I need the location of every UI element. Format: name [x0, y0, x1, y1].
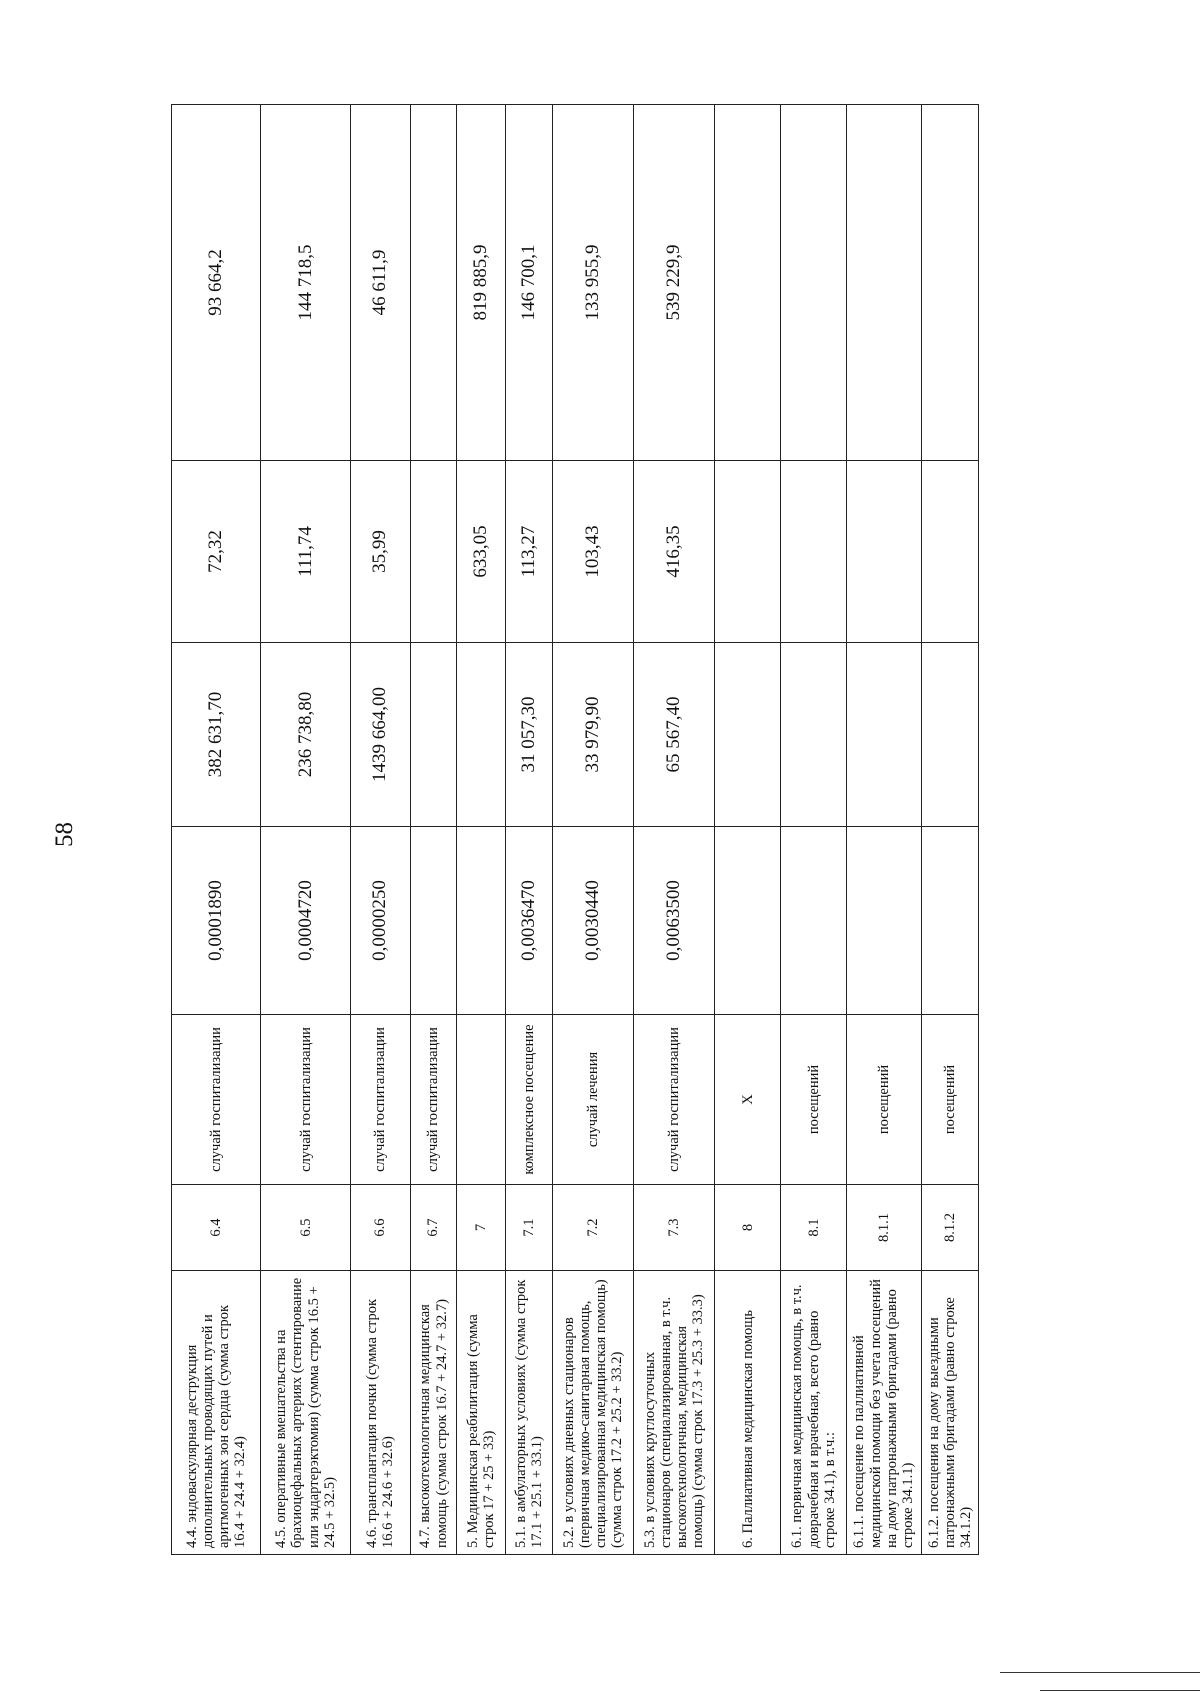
table-row — [410, 105, 457, 1555]
row-per-capita — [847, 461, 921, 643]
row-norm — [410, 827, 457, 1015]
row-unit: комплексное посещение — [506, 1015, 553, 1185]
row-name: 4.4. эндоваскулярная деструкция дополнительных проводящих путей и аритмогенных зон сердца (сумма строк 16.4 + 24.4 + 32.4) — [172, 1271, 261, 1555]
row-code: 6.5 — [261, 1185, 350, 1271]
row-per-capita: 416,35 — [634, 461, 715, 643]
row-cost — [921, 643, 978, 827]
row-code: 8.1 — [781, 1185, 847, 1271]
table-row — [261, 105, 350, 1555]
row-unit: посещений — [921, 1015, 978, 1185]
row-name: 4.7. высокотехнологичная медицинская помощь (сумма строк 16.7 + 24.7 + 32.7) — [410, 1271, 457, 1555]
row-per-capita — [781, 461, 847, 643]
row-total — [921, 105, 978, 461]
table-row — [921, 105, 978, 1555]
row-total: 144 718,5 — [261, 105, 350, 461]
row-unit: посещений — [847, 1015, 921, 1185]
row-unit: случай госпитализации — [261, 1015, 350, 1185]
row-per-capita: 103,43 — [553, 461, 634, 643]
row-per-capita: 111,74 — [261, 461, 350, 643]
row-norm: 0,0030440 — [553, 827, 634, 1015]
table-row — [553, 105, 634, 1555]
table-row — [715, 105, 781, 1555]
row-cost — [847, 643, 921, 827]
row-total: 46 611,9 — [350, 105, 410, 461]
row-unit: X — [715, 1015, 781, 1185]
row-norm: 0,0004720 — [261, 827, 350, 1015]
row-name: 5.2. в условиях дневных стационаров (первичная медико-санитарная помощь, специализированная медицинская помощь) (сумма строк 17.2 + 25.2 + 33.2) — [553, 1271, 634, 1555]
table-row — [457, 105, 506, 1555]
table-body — [172, 105, 979, 1555]
row-code: 7.1 — [506, 1185, 553, 1271]
row-name: 4.5. оперативные вмешательства на брахиоцефальных артериях (стентирование или эндартерэктомия) (сумма строк 16.5 + 24.5 + 32.5) — [261, 1271, 350, 1555]
row-norm — [457, 827, 506, 1015]
row-name: 5.3. в условиях круглосуточных стационаров (специализированная, в т.ч. высокотехнологичная, медицинская помощь) (сумма строк 17.3 + 25.3 + 33.3) — [634, 1271, 715, 1555]
row-name: 6.1.1. посещение по паллиативной медицинской помощи без учета посещений на дому патронажными бригадами (равно строке 34.1.1) — [847, 1271, 921, 1555]
row-norm: 0,0001890 — [172, 827, 261, 1015]
table-row — [634, 105, 715, 1555]
row-total: 819 885,9 — [457, 105, 506, 461]
row-total — [715, 105, 781, 461]
row-code: 8 — [715, 1185, 781, 1271]
row-name: 6. Паллиативная медицинская помощь — [715, 1271, 781, 1555]
row-norm — [921, 827, 978, 1015]
row-cost: 236 738,80 — [261, 643, 350, 827]
row-code: 7.2 — [553, 1185, 634, 1271]
row-unit: случай госпитализации — [350, 1015, 410, 1185]
row-code: 6.7 — [410, 1185, 457, 1271]
data-table — [171, 104, 979, 1555]
row-per-capita: 113,27 — [506, 461, 553, 643]
row-total — [847, 105, 921, 461]
row-unit: случай госпитализации — [410, 1015, 457, 1185]
row-cost — [715, 643, 781, 827]
row-per-capita: 633,05 — [457, 461, 506, 643]
row-norm: 0,0063500 — [634, 827, 715, 1015]
row-total — [781, 105, 847, 461]
row-total: 539 229,9 — [634, 105, 715, 461]
row-cost: 65 567,40 — [634, 643, 715, 827]
row-per-capita — [410, 461, 457, 643]
row-code: 8.1.2 — [921, 1185, 978, 1271]
row-unit: случай госпитализации — [172, 1015, 261, 1185]
row-code: 6.6 — [350, 1185, 410, 1271]
row-name: 5.1. в амбулаторных условиях (сумма строк 17.1 + 25.1 + 33.1) — [506, 1271, 553, 1555]
row-total — [410, 105, 457, 461]
row-code: 6.4 — [172, 1185, 261, 1271]
row-norm: 0,0000250 — [350, 827, 410, 1015]
row-code: 7.3 — [634, 1185, 715, 1271]
row-total: 146 700,1 — [506, 105, 553, 461]
row-unit: случай госпитализации — [634, 1015, 715, 1185]
row-code: 7 — [457, 1185, 506, 1271]
row-total: 93 664,2 — [172, 105, 261, 461]
row-cost — [457, 643, 506, 827]
row-name: 6.1. первичная медицинская помощь, в т.ч. доврачебная и врачебная, всего (равно строке 34.1), в т.ч.: — [781, 1271, 847, 1555]
row-norm — [715, 827, 781, 1015]
row-norm: 0,0036470 — [506, 827, 553, 1015]
row-name: 5. Медицинская реабилитация (сумма строк 17 + 25 + 33) — [457, 1271, 506, 1555]
row-name: 6.1.2. посещения на дому выездными патронажными бригадами (равно строке 34.1.2) — [921, 1271, 978, 1555]
row-code: 8.1.1 — [847, 1185, 921, 1271]
row-unit: посещений — [781, 1015, 847, 1185]
table-row — [847, 105, 921, 1555]
row-name: 4.6. трансплантация почки (сумма строк 16.6 + 24.6 + 32.6) — [350, 1271, 410, 1555]
row-per-capita: 35,99 — [350, 461, 410, 643]
row-unit: случай лечения — [553, 1015, 634, 1185]
row-cost: 1439 664,00 — [350, 643, 410, 827]
row-cost: 33 979,90 — [553, 643, 634, 827]
table-row — [350, 105, 410, 1555]
row-unit — [457, 1015, 506, 1185]
table-row — [781, 105, 847, 1555]
rotated-table-container — [171, 105, 979, 1555]
row-norm — [847, 827, 921, 1015]
row-norm — [781, 827, 847, 1015]
row-cost — [781, 643, 847, 827]
page-number: 58 — [51, 822, 78, 847]
table-row — [172, 105, 261, 1555]
row-total: 133 955,9 — [553, 105, 634, 461]
footer-rule — [1000, 1672, 1200, 1673]
row-cost: 31 057,30 — [506, 643, 553, 827]
table-row — [506, 105, 553, 1555]
row-per-capita: 72,32 — [172, 461, 261, 643]
row-per-capita — [921, 461, 978, 643]
row-cost — [410, 643, 457, 827]
row-per-capita — [715, 461, 781, 643]
row-cost: 382 631,70 — [172, 643, 261, 827]
